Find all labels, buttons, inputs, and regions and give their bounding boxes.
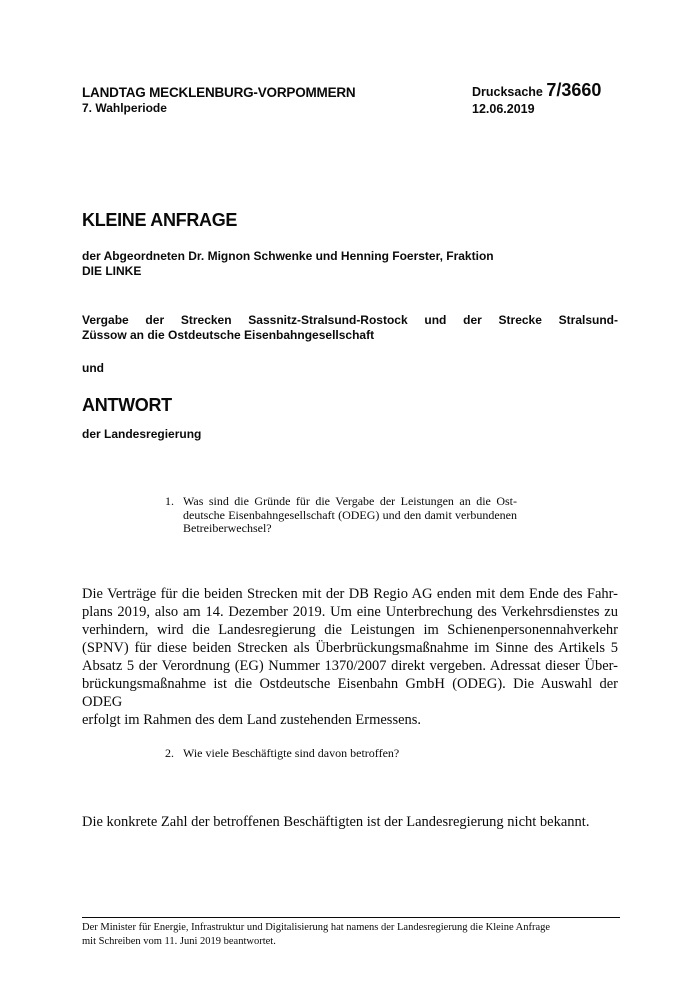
- question-text: [183, 747, 517, 761]
- question-number: 1.: [165, 494, 174, 508]
- text-line: plans 2019, also am 14. Dezember 2019. Um eine Unterbrechung des Verkehrsdienstes zu: [82, 604, 618, 620]
- doc-date: 12.06.2019: [472, 102, 535, 116]
- text-line: Die konkrete Zahl der betroffenen Beschäftigten ist der Landesregierung nicht bekannt.: [82, 814, 590, 830]
- text-line: Züssow an die Ostdeutsche Eisenbahngesellschaft: [82, 328, 375, 342]
- answer-paragraph-1: [82, 585, 618, 729]
- question-text: [183, 495, 517, 536]
- question-1: [165, 495, 517, 536]
- text-line: Wie viele Beschäftigte sind davon betroffen?: [183, 746, 400, 760]
- document-header: [82, 80, 620, 116]
- institution-name: LANDTAG MECKLENBURG-VORPOMMERN: [82, 85, 356, 100]
- text-line: Betreiberwechsel?: [183, 521, 272, 536]
- answer-by: der Landesregierung: [82, 427, 202, 441]
- question-number: 2.: [165, 746, 174, 760]
- text-line: Der Minister für Energie, Infrastruktur und Digitalisierung hat namens der Landesregierung die Kleine Anfrage: [82, 922, 551, 933]
- footnote: [82, 917, 620, 949]
- text-line: deutsche Eisenbahngesellschaft (ODEG) und den damit verbundenen: [183, 507, 517, 522]
- text-line: (SPNV) für diese beiden Strecken als Überbrückungsmaßnahme im Sinne des Artikels 5: [82, 640, 618, 656]
- text-line: verhindern, wird die Landesregierung die Leistungen im Schienenpersonennahverkehr: [82, 622, 618, 638]
- request-subject: [82, 313, 618, 343]
- legislative-term: 7. Wahlperiode: [82, 101, 167, 115]
- text-line: brückungsmaßnahme ist die Ostdeutsche Eisenbahn GmbH (ODEG). Die Auswahl der ODEG: [82, 676, 618, 710]
- text-line: Was sind die Gründe für die Vergabe der Leistungen an die Ost-: [183, 494, 517, 508]
- text-line: erfolgt im Rahmen des dem Land zustehenden Ermessens.: [82, 712, 422, 728]
- text-line: Vergabe der Strecken Sassnitz-Stralsund-Rostock und der Strecke Stralsund-: [82, 313, 618, 327]
- request-authors: [82, 249, 618, 279]
- question-2: [165, 747, 517, 761]
- doc-number-row: [472, 81, 601, 102]
- text-line: mit Schreiben vom 11. Juni 2019 beantwortet.: [82, 936, 276, 947]
- footnote-text: [82, 921, 620, 949]
- doc-type-label: Drucksache: [472, 85, 543, 99]
- text-line: Die Verträge für die beiden Strecken mit der DB Regio AG enden mit dem Ende des Fahr-: [82, 586, 618, 602]
- doc-number: 7/3660: [546, 80, 602, 100]
- header-right: [472, 81, 601, 117]
- text-line: DIE LINKE: [82, 264, 142, 278]
- answer-title: ANTWORT: [82, 395, 172, 415]
- text-line: der Abgeordneten Dr. Mignon Schwenke und Henning Foerster, Fraktion: [82, 249, 494, 263]
- connector-und: und: [82, 361, 104, 375]
- text-line: Absatz 5 der Verordnung (EG) Nummer 1370/2007 direkt vergeben. Adressat dieser Über-: [82, 658, 618, 674]
- request-title: KLEINE ANFRAGE: [82, 210, 238, 230]
- answer-paragraph-2: [82, 813, 618, 831]
